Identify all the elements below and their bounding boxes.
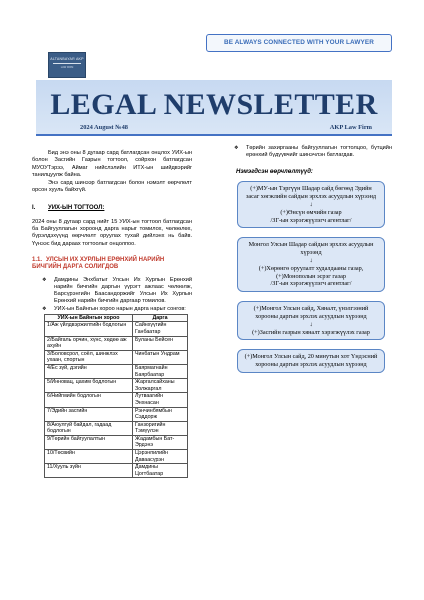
chair-cell: Сайнхүүгийн Ганбаатар	[133, 322, 188, 336]
committee-table	[44, 314, 188, 479]
logo-subtext: LAW FIRM	[60, 66, 74, 69]
table-row	[45, 350, 188, 364]
box-line: (+)Хөрөнгө оруулалт худалдааны газар,	[258, 264, 364, 272]
chair-cell: Лутваагийн Энхнасан	[133, 393, 188, 407]
chair-cell: Баярмагнайн Баярбаатар	[133, 364, 188, 378]
left-column	[32, 150, 192, 478]
box-line: (+)Монополын эсрэг газар	[276, 272, 346, 280]
box-line: (+)Монгол Улсын сайд, 20 минутын хот Үндэсний хорооны даргын эрхлэх асуудлын хүрээнд	[244, 353, 378, 369]
box-line: (+)Засгийн газрын хяналт хэрэгжүүлэх газар	[252, 328, 370, 336]
box-line: (+)Монгол Улсын сайд, Хяналт, үнэлгээний хорооны даргын эрхлэх асуудлын хүрээнд	[253, 305, 369, 320]
right-column	[232, 145, 392, 373]
bullet-list	[42, 277, 192, 313]
committee-cell: 10/Төсвийн	[45, 450, 133, 464]
arrow-down-icon: ↓	[309, 320, 313, 328]
table-row	[45, 336, 188, 350]
box-line: /ЗГ-ын хэрэгжүүлэгч агентлаг/	[270, 280, 352, 288]
arrow-down-icon: ↓	[309, 256, 313, 264]
subsection-number: 1.1.	[32, 256, 43, 263]
table-row	[45, 393, 188, 407]
table-row	[45, 322, 188, 336]
table-row	[45, 379, 188, 393]
chair-cell: Жадамбын Бат-Эрдэнэ	[133, 435, 188, 449]
logo-text: ALTANBAYAR AKP	[50, 57, 84, 61]
chair-cell: Цэрэнпилийн Даваасүрэн	[133, 450, 188, 464]
committee-cell: 3/Боловсрол, соёл, шинжлэх ухаан, спортын	[45, 350, 133, 364]
changes-label: Нэмэгдсэн өөрчлөлтүүд:	[236, 169, 313, 176]
chair-cell: Ганзоригийн Тэмүүлэн	[133, 421, 188, 435]
committee-cell: 4/Ёс зүй, дэгийн	[45, 364, 133, 378]
table-header-row	[45, 314, 188, 322]
section-title: УИХ-ЫН ТОГТООЛ:	[48, 204, 105, 211]
chair-cell: Буланы Бейсен	[133, 336, 188, 350]
table-row	[45, 364, 188, 378]
table-row	[45, 407, 188, 421]
committee-cell: 7/Эдийн засгийн	[45, 407, 133, 421]
table-row	[45, 421, 188, 435]
firm-logo	[48, 52, 86, 78]
box-line: Монгол Улсын Шадар сайдын эрхлэх асуудлын хүрээнд	[248, 241, 374, 257]
table-row	[45, 435, 188, 449]
committee-cell: 2/Байгаль орчин, хүнс, хөдөө аж ахуйн	[45, 336, 133, 350]
box-line: (+)МУ-ын Тэргүүн Шадар сайд бөгөөд Эдийн засаг хөгжлийн сайдын эрхлэх асуудлын хүрээнд	[245, 185, 377, 201]
change-box	[237, 237, 385, 292]
chair-cell: Жаргалсайханы Золжаргал	[133, 379, 188, 393]
section-number: I.	[32, 204, 36, 211]
chair-cell: Чинбатын Ундрам	[133, 350, 188, 364]
subsection-title: УЛСЫН ИХ ХУРЛЫН ЕРӨНХИЙ НАРИЙН БИЧГИЙН ДАРГА СОЛИГДОВ	[32, 256, 165, 271]
tagline-banner: BE ALWAYS CONNECTED WITH YOUR LAWYER	[206, 34, 392, 52]
table-header: Дарга	[133, 314, 188, 322]
change-box	[237, 181, 385, 228]
title-banner	[36, 80, 392, 136]
chair-cell: Дамдины Цогтбаатар	[133, 464, 188, 478]
committee-cell: 9/Төрийн байгуулалтын	[45, 435, 133, 449]
chair-cell: Рэнчинбямбын Сэддорж	[133, 407, 188, 421]
logo-divider	[53, 63, 81, 64]
committee-cell: 6/Нийгмийн бодлогын	[45, 393, 133, 407]
change-box	[237, 349, 385, 373]
intro-paragraph: Бид энэ оны 8 дугаар сард батлагдсан онцлох УИХ-ын болон Засгийн Газрын тогтоол, сойрхон батлагдсан МУОУТэрээ, Аймаг нийслэлийн ИТХ-ын шийдвэрийг танилцуулж байна.	[32, 150, 192, 178]
bullet-item: ❖ Төрийн захиргааны байгууллагын тогтолцоо, бүтцийн ерөнхий бүдүүвчийг шинэчлэн батлагдав.	[234, 145, 392, 159]
bullet-item: ❖ УИХ-ын Байнгын хороо нарын дарга нарыг сонгов:	[42, 306, 192, 313]
box-line: (+)Өнсүн өмчийн газар	[280, 208, 342, 216]
issue-label: 2024 August №48	[80, 124, 128, 131]
committee-cell: 5/Инновац, цахим бодлогын	[45, 379, 133, 393]
bullet-item: ❖ Дамдины Энхбатыг Улсын Их Хурлын Ерөнхий нарийн бичгийн даргын үүрэгт ажлаас чөлөөлж, Барсүрэнгийн Баасандоржийг Улсын Их Хурлын Ерөнхий нарийн бичгийн даргаар томилов.	[42, 277, 192, 306]
table-header: УИХ-ын Байнгын хороо	[45, 314, 133, 322]
arrow-down-icon: ↓	[309, 201, 313, 208]
subsection-heading	[32, 257, 192, 272]
table-row	[45, 464, 188, 478]
intro-paragraph: Энэ сард шинээр батлагдсан болон нэмэлт өөрчлөлт орсон хууль байхгүй.	[32, 180, 192, 194]
table-row	[45, 450, 188, 464]
committee-cell: 8/Аюулгүй байдал, гадаад бодлогын	[45, 421, 133, 435]
section-paragraph: 2024 оны 8 дугаар сард нийт 15 УИХ-ын тогтоол батлагдсан ба Байгууллагын хороонд дарга нарыг томилох, чөлөөлөх, бүрэлдэхүүнд өөрчлөлт оруулах тухай дийлэнх нь байв. Үүнээс бид дараах тогтоолыг онцолпоо.	[32, 218, 192, 247]
committee-cell: 11/Хууль зүйн	[45, 464, 133, 478]
section-heading	[32, 205, 192, 211]
newsletter-title: LEGAL NEWSLETTER	[50, 88, 378, 121]
change-box	[237, 301, 385, 340]
box-line: /ЗГ-ын хэрэгжүүлэгч агентлаг/	[270, 216, 352, 224]
firm-name: AKP Law Firm	[329, 124, 372, 131]
committee-cell: 1/Аж үйлдвэржилтийн бодлогын	[45, 322, 133, 336]
